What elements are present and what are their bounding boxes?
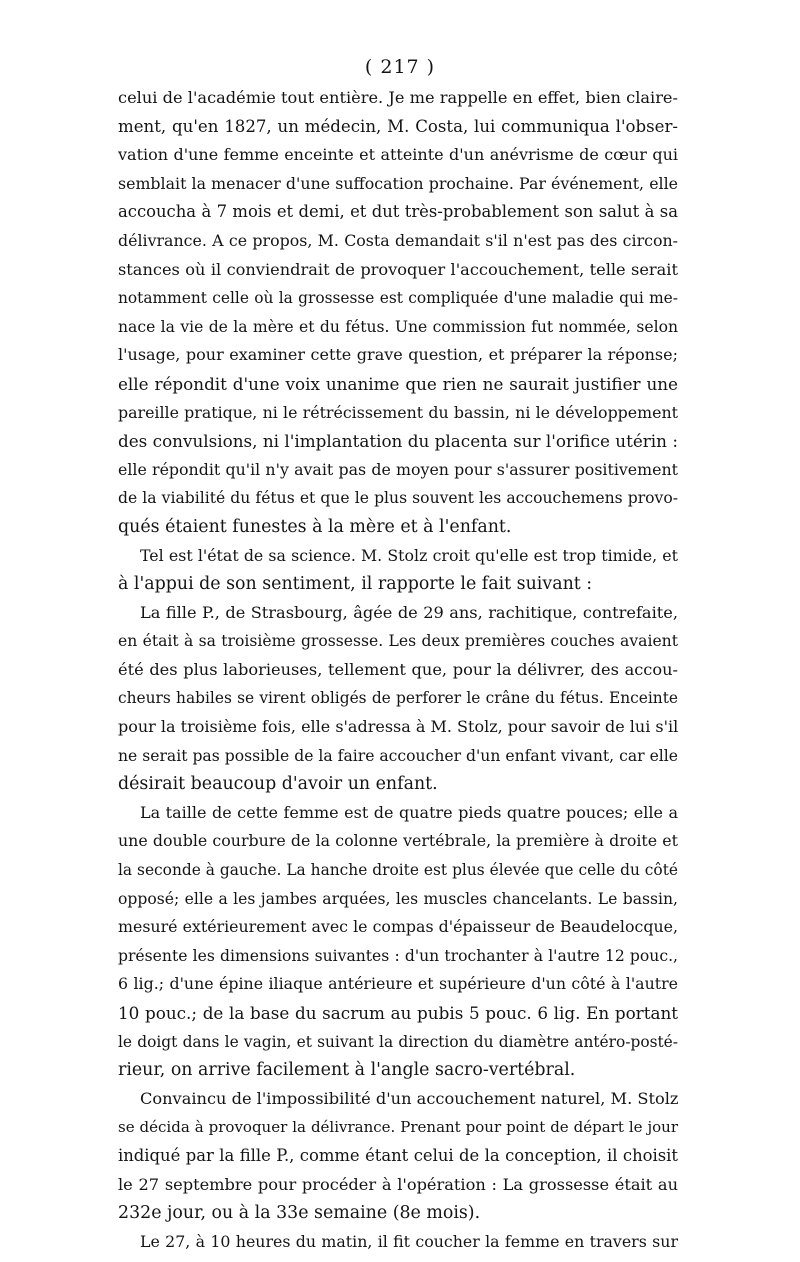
text-line: l'usage, pour examiner cette grave question, et préparer la réponse; xyxy=(118,345,678,365)
text-line: pour la troisième fois, elle s'adressa à M. Stolz, pour savoir de lui s'il xyxy=(118,717,679,737)
text-line: la seconde à gauche. La hanche droite est plus élevée que celle du côté xyxy=(118,861,678,880)
paragraph-2 xyxy=(118,542,678,599)
text-line: présente les dimensions suivantes : d'un trochanter à l'autre 12 pouc., xyxy=(118,946,678,965)
text-line: Le 27, à 10 heures du matin, il fit coucher la femme en travers sur xyxy=(140,1231,678,1251)
paragraph-1 xyxy=(118,84,678,542)
text-line: se décida à provoquer la délivrance. Prenant pour point de départ le jour xyxy=(118,1118,678,1137)
text-line: été des plus laborieuses, tellement que, pour la délivrer, des accou- xyxy=(118,659,678,679)
text-line: nace la vie de la mère et du fétus. Une commission fut nommée, selon xyxy=(118,317,678,336)
text-line: ne serait pas possible de la faire accoucher d'un enfant vivant, car elle xyxy=(118,746,678,765)
text-line: des convulsions, ni l'implantation du placenta sur l'orifice utérin : xyxy=(118,431,678,452)
text-line: pareille pratique, ni le rétrécissement du bassin, ni le développement xyxy=(118,402,678,422)
text-line: désirait beaucoup d'avoir un enfant. xyxy=(118,774,438,795)
text-line: 232e jour, ou à la 33e semaine (8e mois). xyxy=(118,1203,481,1224)
text-line: en était à sa troisième grossesse. Les deux premières couches avaient xyxy=(118,632,678,651)
paragraph-4 xyxy=(118,799,678,1085)
text-line: le doigt dans le vagin, et suivant la direction du diamètre antéro-posté- xyxy=(118,1032,678,1051)
text-line: Tel est l'état de sa science. M. Stolz croit qu'elle est trop timide, et xyxy=(140,545,678,565)
paragraph-3 xyxy=(118,599,678,799)
text-line: de la viabilité du fétus et que le plus souvent les accouchemens provo- xyxy=(118,489,678,508)
text-line: opposé; elle a les jambes arquées, les muscles chancelants. Le bassin, xyxy=(118,889,678,908)
page-number: ( 217 ) xyxy=(364,56,436,78)
text-line: ment, qu'en 1827, un médecin, M. Costa, lui communiqua l'obser- xyxy=(118,116,678,136)
text-line: délivrance. A ce propos, M. Costa demandait s'il n'est pas des circon- xyxy=(118,230,678,250)
text-line: 10 pouc.; de la base du sacrum au pubis 5 pouc. 6 lig. En portant xyxy=(118,1003,678,1023)
text-line: elle répondit qu'il n'y avait pas de moyen pour s'assurer positivement xyxy=(118,459,678,479)
text-line: La taille de cette femme est de quatre pieds quatre pouces; elle a xyxy=(140,802,678,822)
text-line: une double courbure de la colonne vertébrale, la première à droite et xyxy=(118,831,678,851)
page-body xyxy=(118,84,678,1256)
text-line: notamment celle où la grossesse est compliquée d'une maladie qui me- xyxy=(118,289,678,308)
paragraph-6 xyxy=(118,1228,678,1257)
text-line: à l'appui de son sentiment, il rapporte le fait suivant : xyxy=(118,574,593,595)
text-line: stances où il conviendrait de provoquer l'accouchement, telle serait xyxy=(118,259,678,279)
paragraph-5 xyxy=(118,1085,678,1228)
text-line: La fille P., de Strasbourg, âgée de 29 ans, rachitique, contrefaite, xyxy=(140,602,678,622)
text-line: elle répondit d'une voix unanime que rien ne saurait justifier une xyxy=(118,373,678,394)
text-line: qués étaient funestes à la mère et à l'enfant. xyxy=(118,516,512,537)
text-line: mesuré extérieurement avec le compas d'épaisseur de Beaudelocque, xyxy=(118,917,678,937)
text-line: accoucha à 7 mois et demi, et dut très-probablement son salut à sa xyxy=(118,202,678,222)
text-line: semblait la menacer d'une suffocation prochaine. Par événement, elle xyxy=(118,173,678,193)
text-line: cheurs habiles se virent obligés de perforer le crâne du fétus. Enceinte xyxy=(118,689,678,708)
text-line: 6 lig.; d'une épine iliaque antérieure et supérieure d'un côté à l'autre xyxy=(118,974,678,994)
text-line: Convaincu de l'impossibilité d'un accouchement naturel, M. Stolz xyxy=(140,1088,679,1108)
text-line: le 27 septembre pour procéder à l'opération : La grossesse était au xyxy=(118,1174,678,1194)
text-line: celui de l'académie tout entière. Je me rappelle en effet, bien claire- xyxy=(118,88,678,107)
text-line: rieur, on arrive facilement à l'angle sacro-vertébral. xyxy=(118,1060,576,1081)
text-line: indiqué par la fille P., comme étant celui de la conception, il choisit xyxy=(118,1145,678,1165)
text-line: vation d'une femme enceinte et atteinte d'un anévrisme de cœur qui xyxy=(118,145,678,165)
